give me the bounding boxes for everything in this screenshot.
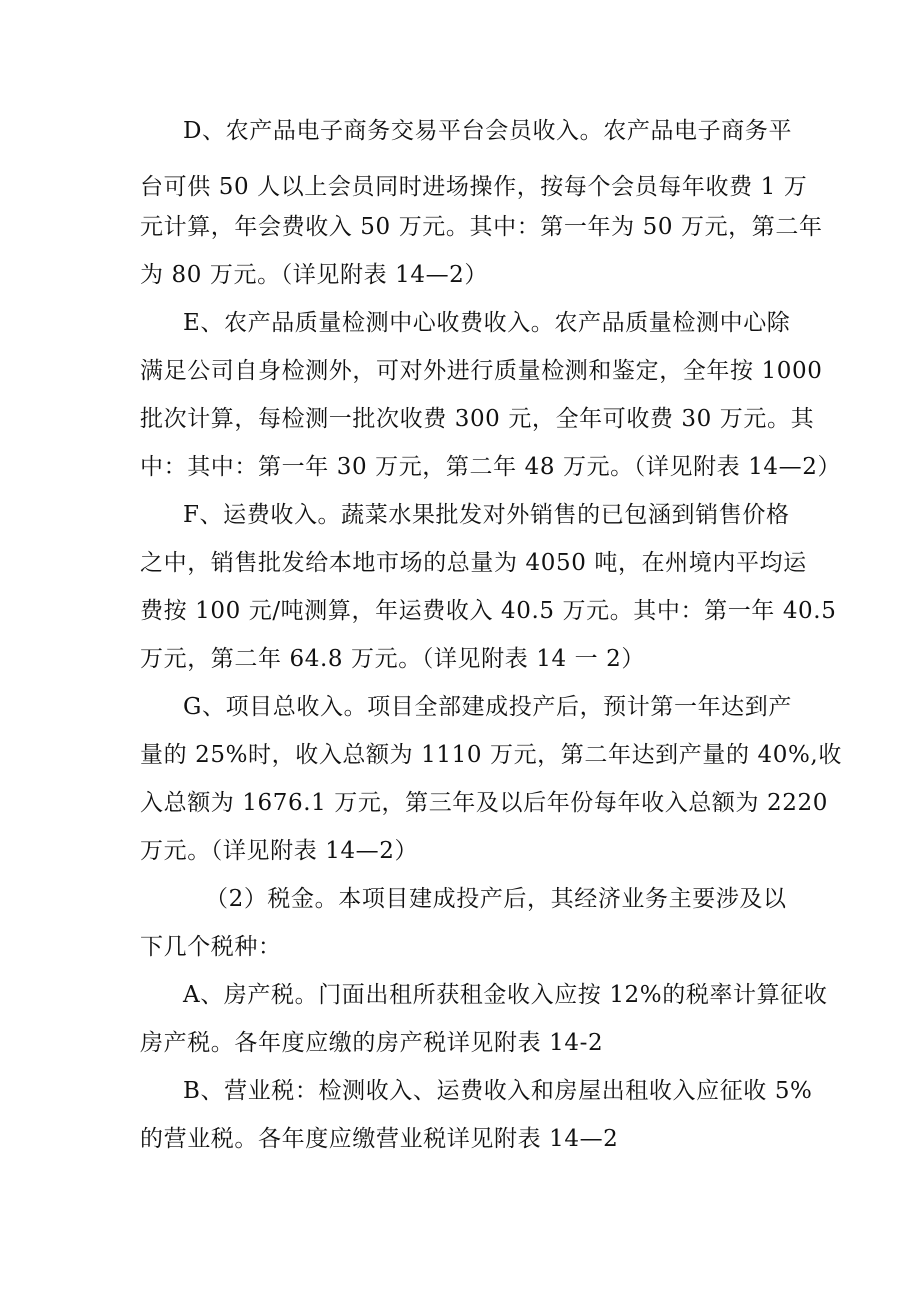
paragraph-g-line-2: 量的 25%时，收入总额为 1110 万元，第二年达到产量的 40%,收 <box>140 742 842 768</box>
paragraph-tax-line-2: 下几个税种： <box>140 934 282 960</box>
paragraph-d-line-4: 为 80 万元。（详见附表 14—2） <box>140 262 488 288</box>
paragraph-g-line-4: 万元。（详见附表 14—2） <box>140 838 419 864</box>
paragraph-e-line-2: 满足公司自身检测外，可对外进行质量检测和鉴定，全年按 1000 <box>140 358 823 384</box>
paragraph-d-line-2: 台可供 50 人以上会员同时进场操作，按每个会员每年收费 1 万 <box>140 174 808 200</box>
paragraph-f-line-2: 之中，销售批发给本地市场的总量为 4050 吨，在州境内平均运 <box>140 550 807 576</box>
paragraph-e-line-4: 中：其中：第一年 30 万元，第二年 48 万元。（详见附表 14—2） <box>140 454 842 480</box>
paragraph-g-line-3: 入总额为 1676.1 万元，第三年及以后年份每年收入总额为 2220 <box>140 790 828 816</box>
paragraph-g-line-1: G、项目总收入。项目全部建成投产后，预计第一年达到产 <box>183 694 792 720</box>
paragraph-f-line-3: 费按 100 元/吨测算，年运费收入 40.5 万元。其中：第一年 40.5 <box>140 598 837 624</box>
paragraph-d-line-3: 元计算，年会费收入 50 万元。其中：第一年为 50 万元，第二年 <box>140 214 823 240</box>
paragraph-tax-line-1: （2）税金。本项目建成投产后，其经济业务主要涉及以 <box>205 886 787 912</box>
paragraph-b-line-1: B、营业税：检测收入、运费收入和房屋出租收入应征收 5% <box>183 1078 813 1104</box>
paragraph-b-line-2: 的营业税。各年度应缴营业税详见附表 14—2 <box>140 1126 619 1152</box>
paragraph-e-line-1: E、农产品质量检测中心收费收入。农产品质量检测中心除 <box>183 310 791 336</box>
paragraph-a-line-1: A、房产税。门面出租所获租金收入应按 12%的税率计算征收 <box>183 982 828 1008</box>
paragraph-e-line-3: 批次计算，每检测一批次收费 300 元，全年可收费 30 万元。其 <box>140 406 815 432</box>
paragraph-f-line-4: 万元，第二年 64.8 万元。（详见附表 14 一 2） <box>140 646 645 672</box>
paragraph-a-line-2: 房产税。各年度应缴的房产税详见附表 14-2 <box>140 1030 604 1056</box>
paragraph-d-line-1: D、农产品电子商务交易平台会员收入。农产品电子商务平 <box>183 118 793 144</box>
paragraph-f-line-1: F、运费收入。蔬菜水果批发对外销售的已包涵到销售价格 <box>183 502 790 528</box>
